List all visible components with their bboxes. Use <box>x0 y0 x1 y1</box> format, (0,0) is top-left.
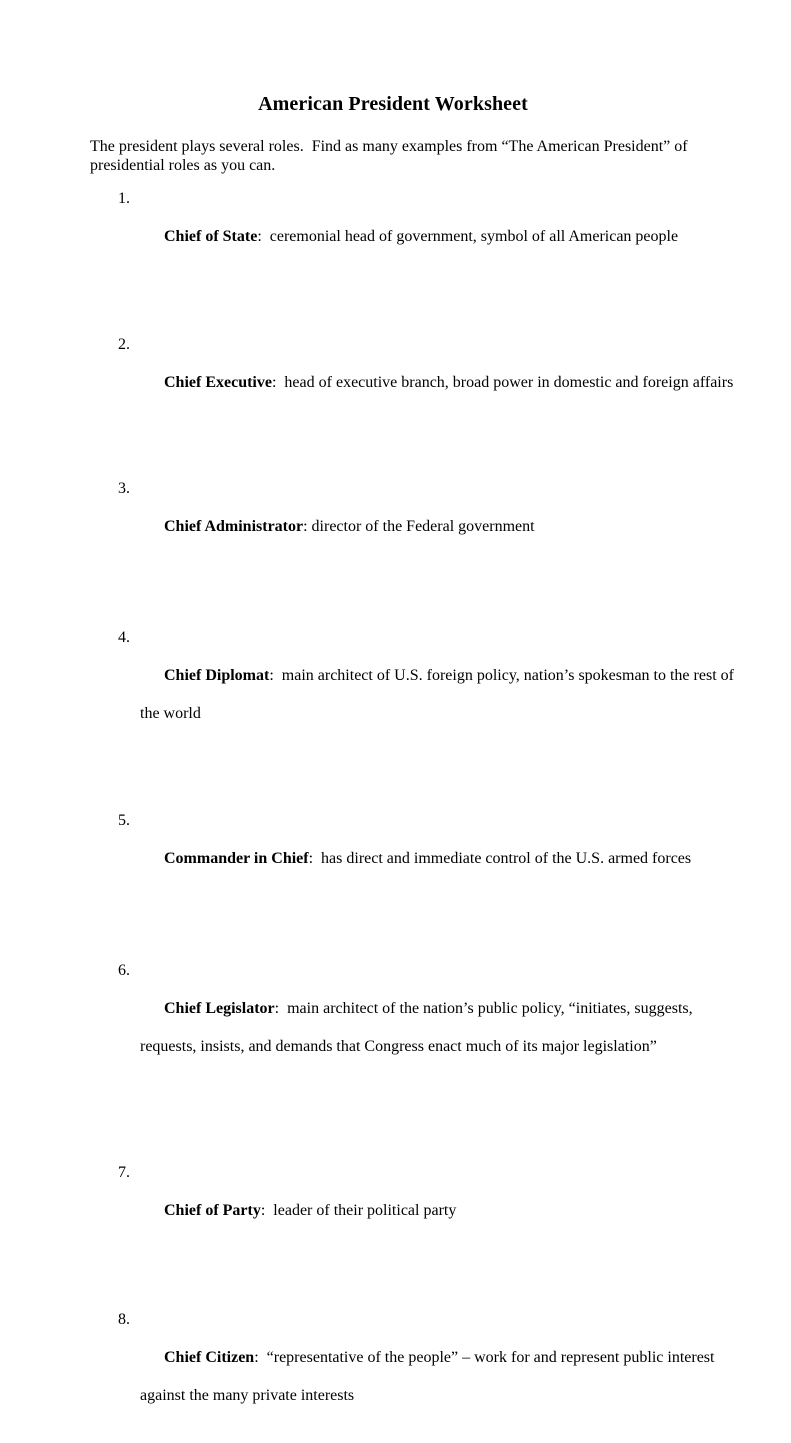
role-definition: : director of the Federal government <box>303 518 535 535</box>
item-number: 8. <box>118 1311 130 1328</box>
role-item-chief-diplomat <box>90 628 734 761</box>
role-definition: : leader of their political party <box>260 1202 457 1219</box>
role-term: Chief Diplomat <box>164 667 270 684</box>
role-definition-line-2: requests, insists, and demands that Congress enact much of its major legislation” <box>140 1038 657 1055</box>
role-definition-line-2: the world <box>140 705 201 722</box>
role-term: Chief Citizen <box>164 1349 255 1366</box>
role-term: Chief Legislator <box>164 1000 275 1017</box>
role-term: Commander in Chief <box>164 850 309 867</box>
item-number: 2. <box>118 336 130 353</box>
intro-paragraph <box>90 137 696 175</box>
role-term: Chief of Party <box>164 1202 261 1219</box>
item-number: 3. <box>118 480 130 497</box>
role-definition: : ceremonial head of government, symbol of all American people <box>257 228 679 245</box>
role-item-commander-in-chief <box>90 811 696 887</box>
role-definition: : head of executive branch, broad power in domestic and foreign affairs <box>271 374 734 391</box>
item-number: 1. <box>118 190 130 207</box>
role-definition: : main architect of the nation’s public policy, “initiates, suggests, <box>274 1000 693 1017</box>
role-definition-line-2: against the many private interests <box>140 1387 355 1404</box>
item-number: 4. <box>118 629 130 646</box>
role-definition: : has direct and immediate control of the U.S. armed forces <box>308 850 692 867</box>
role-term: Chief of State <box>164 228 258 245</box>
role-term: Chief Executive <box>164 374 272 391</box>
role-term: Chief Administrator <box>164 518 304 535</box>
page-title: American President Worksheet <box>258 93 528 115</box>
role-item-chief-administrator <box>90 479 696 555</box>
role-definition: : main architect of U.S. foreign policy, nation’s spokesman to the rest of <box>269 667 734 684</box>
role-definition: : “representative of the people” – work for and represent public interest <box>254 1349 715 1366</box>
item-number: 7. <box>118 1164 130 1181</box>
item-number: 6. <box>118 962 130 979</box>
role-item-chief-legislator <box>90 961 696 1094</box>
item-number: 5. <box>118 812 130 829</box>
role-item-chief-of-state <box>90 189 696 265</box>
intro-line-1: The president plays several roles. Find as many examples from “The American President” of <box>90 138 688 155</box>
roles-list <box>90 189 734 1443</box>
role-item-chief-of-party <box>90 1163 696 1239</box>
intro-line-2: presidential roles as you can. <box>90 157 276 174</box>
role-item-chief-citizen <box>90 1310 715 1443</box>
role-item-chief-executive <box>90 335 734 411</box>
